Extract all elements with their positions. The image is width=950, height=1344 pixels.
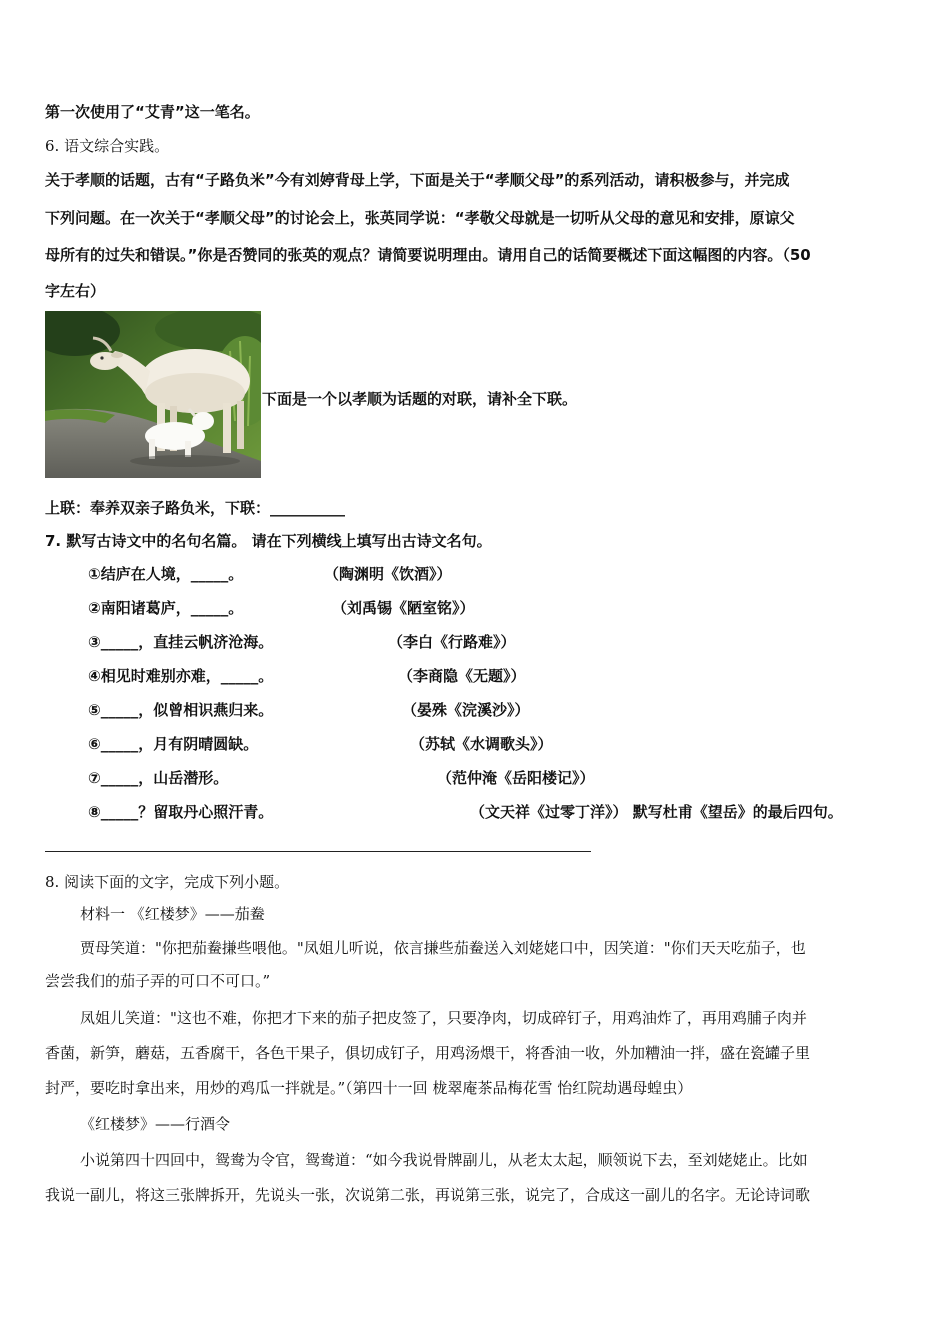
- answer-line-divider: [45, 851, 591, 852]
- poem-blank-line: ⑤_____，似曾相识燕归来。: [88, 701, 274, 719]
- passage-line: 封严，要吃时拿出来，用炒的鸡瓜一拌就是。”（第四十一回 栊翠庵茶品梅花雪 怡红院劫遇母蝗虫）: [45, 1079, 693, 1097]
- intro-line: 第一次使用了“艾青”这一笔名。: [45, 103, 260, 121]
- q6-heading: 6. 语文综合实践。: [45, 137, 170, 155]
- poem-blank-line: ④相见时难别亦难，_____。: [88, 667, 274, 685]
- poem-source: （范仲淹《岳阳楼记》）: [437, 769, 595, 787]
- q6-para-line: 关于孝顺的话题，古有“子路负米”今有刘婷背母上学，下面是关于“孝顺父母”的系列活动，请积极参与，并完成: [45, 171, 790, 189]
- passage-line: 我说一副儿，将这三张牌拆开，先说头一张，次说第二张，再说第三张，说完了，合成这一副儿的名字。无论诗词歌: [45, 1186, 811, 1204]
- q6-para-line: 母所有的过失和错误。”你是否赞同的张英的观点？请简要说明理由。请用自己的话简要概述下面这幅图的内容。（50: [45, 246, 811, 264]
- poem-blank-line: ⑥_____，月有阴晴圆缺。: [88, 735, 259, 753]
- passage-line: 凤姐儿笑道："这也不难，你把才下来的茄子把皮签了，只要净肉，切成碎钉子，用鸡油炸了，再用鸡脯子肉并: [80, 1009, 807, 1027]
- couplet-line: 上联：奉养双亲子路负米，下联：__________: [45, 499, 346, 517]
- q6-para-line: 下列问题。在一次关于“孝顺父母”的讨论会上，张英同学说：“孝敬父母就是一切听从父母的意见和安排，原谅父: [45, 209, 795, 227]
- passage-line: 尝尝我们的茄子弄的可口不可口。”: [45, 972, 271, 990]
- material-2-title: 《红楼梦》——行酒令: [80, 1115, 231, 1133]
- q7-heading: 7. 默写古诗文中的名句名篇。 请在下列横线上填写出古诗文名句。: [45, 532, 492, 550]
- poem-blank-line: ⑦_____，山岳潜形。: [88, 769, 229, 787]
- passage-line: 小说第四十四回中，鸳鸯为令官，鸳鸯道：“如今我说骨牌副儿，从老太太起，顺领说下去，至刘姥姥止。比如: [80, 1151, 808, 1169]
- poem-blank-line: ③_____，直挂云帆济沧海。: [88, 633, 274, 651]
- q8-heading: 8. 阅读下面的文字，完成下列小题。: [45, 873, 290, 891]
- poem-blank-line: ①结庐在人境，_____。: [88, 565, 244, 583]
- passage-line: 贾母笑道："你把茄鲞搛些喂他。"凤姐儿听说，依言搛些茄鲞送入刘姥姥口中，因笑道："你们天天吃茄子，也: [80, 939, 806, 957]
- q6-para-line: 字左右）: [45, 282, 106, 300]
- poem-source: （晏殊《浣溪沙》）: [402, 701, 530, 719]
- poem-source: （李白《行路难》）: [388, 633, 516, 651]
- passage-line: 香菌，新笋，蘑菇，五香腐干，各色干果子，俱切成钉子，用鸡汤煨干，将香油一收，外加糟油一拌，盛在瓷罐子里: [45, 1044, 811, 1062]
- material-1-title: 材料一 《红楼梦》——茄鲞: [80, 905, 265, 923]
- poem-source: （陶渊明《饮酒》）: [324, 565, 452, 583]
- poem-blank-line: ⑧_____？留取丹心照汗青。: [88, 803, 274, 821]
- couplet-prompt: 下面是一个以孝顺为话题的对联，请补全下联。: [262, 390, 578, 408]
- poem-blank-line: ②南阳诸葛庐，_____。: [88, 599, 244, 617]
- poem-source: （苏轼《水调歌头》）: [410, 735, 553, 753]
- poem-source: （文天祥《过零丁洋》） 默写杜甫《望岳》的最后四句。: [470, 803, 843, 821]
- poem-source: （李商隐《无题》）: [398, 667, 526, 685]
- poem-source: （刘禹锡《陋室铭》）: [332, 599, 475, 617]
- goat-nursing-kid-photo: [45, 311, 261, 478]
